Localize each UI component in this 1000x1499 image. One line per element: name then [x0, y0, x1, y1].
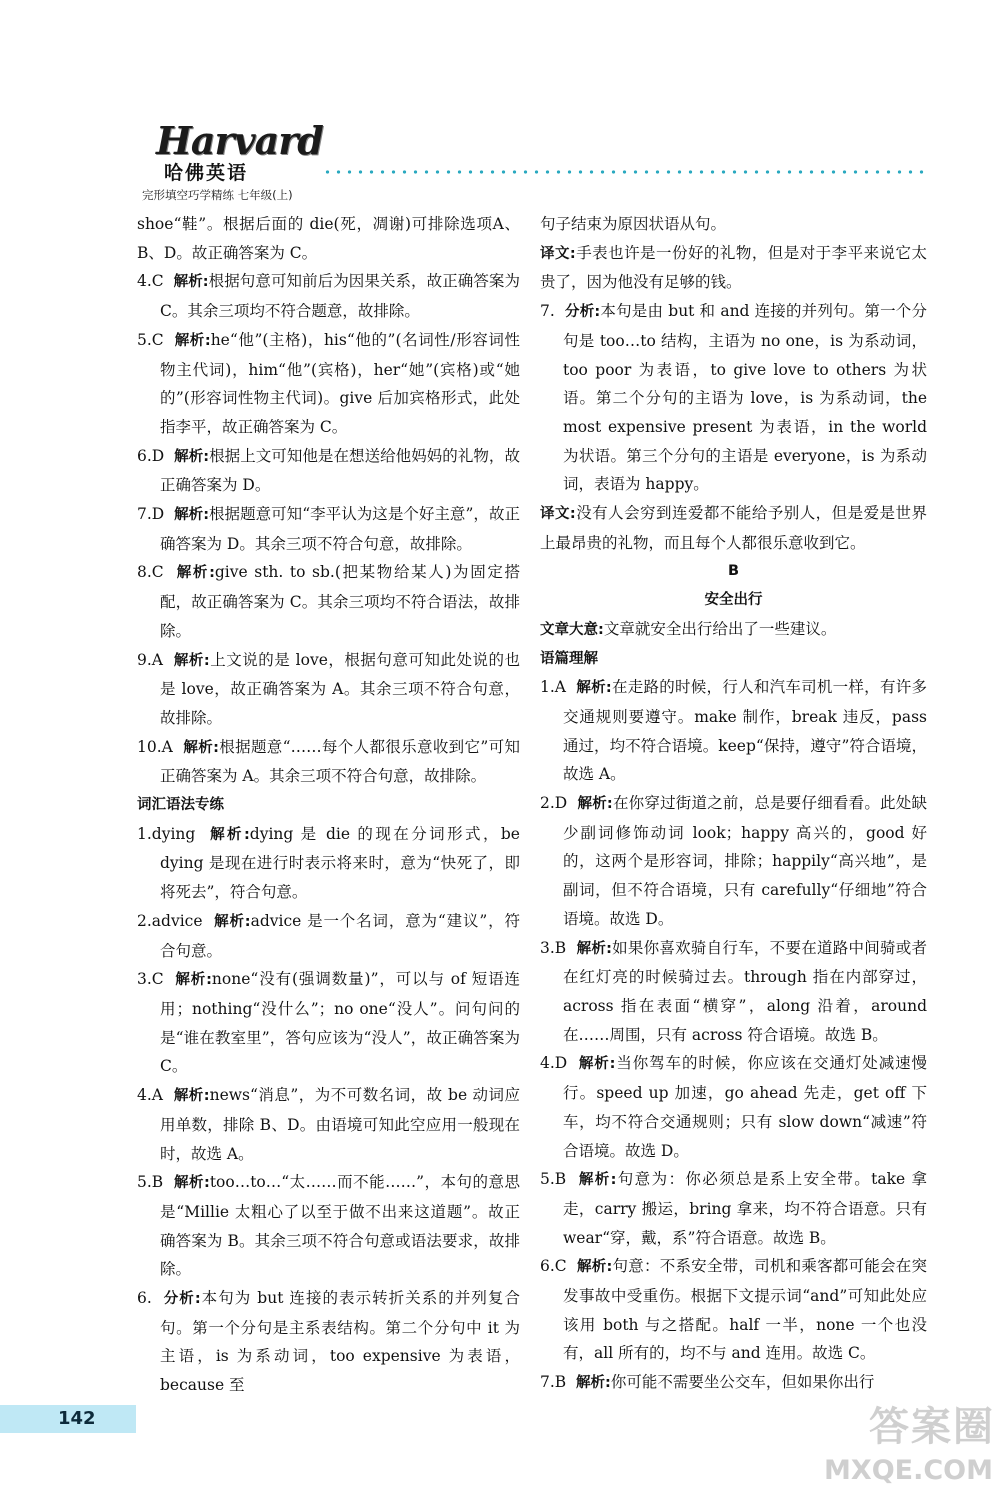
label-bold: 解析:: [183, 739, 219, 756]
answer-number: 1.A: [540, 678, 566, 697]
answer-item: [137, 267, 520, 325]
label-bold: 译文:: [540, 245, 576, 262]
paragraph-text: 根据上文可知他是在想送给他妈妈的礼物，故正确答案为 D。: [160, 446, 520, 495]
page-number-bar: [0, 1405, 136, 1433]
left-column: [137, 210, 520, 1400]
label-bold: 解析:: [173, 274, 209, 291]
answer-item: [137, 326, 520, 442]
paragraph-text: 在你穿过街道之前，总是要仔细看看。此处缺少副词修饰动词 look；happy 高兴的，good 好的，这两个是形容词，排除；happily“高兴地”，是副词，但不符合语境，只有 carefully“仔细地”符合语境。故选 D。: [563, 794, 927, 928]
answer-number: 5.B: [540, 1170, 567, 1189]
answer-item: [137, 820, 520, 907]
label-bold: 解析:: [175, 972, 212, 989]
answer-item: [540, 1368, 927, 1398]
answer-number: 7.: [540, 302, 555, 321]
answer-item: [137, 1168, 520, 1284]
paragraph-text: 句意为：你必须总是系上安全带。take 拿走，carry 搬运，bring 拿来，均不符合语意。只有 wear“穿，戴，系”符合语意。故选 B。: [563, 1170, 927, 1247]
text-paragraph: [540, 239, 927, 297]
paragraph-text: 本句是由 but 和 and 连接的并列句。第一个分句是 too…to 结构，主语为 no one，is 为系动词，too poor 为表语，to give love to others 为状语。第二个分句的主语为 love，is 为系动词，the most expensive present 为表语，in the world 为状语。第三个分句的主语是 everyone，is 为系动词，表语为 happy。: [563, 302, 927, 494]
answer-item: [137, 646, 520, 733]
label-bold: 译文:: [540, 506, 576, 523]
label-bold: 解析:: [210, 826, 250, 843]
logo-chinese-title: 哈佛英语: [164, 162, 249, 184]
text-paragraph: [137, 210, 520, 267]
label-bold: 解析:: [173, 652, 210, 669]
answer-number: 7.B: [540, 1373, 567, 1392]
label-bold: 解析:: [578, 1056, 616, 1073]
label-bold: 解析:: [174, 448, 210, 465]
paragraph-text: he“他”(主格)，his“他的”(名词性/形容词性物主代词)，him“他”(宾格)，her“她”(宾格)或“她的”(形容词性物主代词)。give 后加宾格形式，此处指李平，故正确答案为 C。: [160, 330, 520, 436]
answer-item: [540, 789, 927, 934]
label-bold: 解析:: [214, 913, 251, 930]
answer-number: 4.A: [137, 1086, 163, 1105]
label-bold: 解析:: [578, 1172, 617, 1189]
answer-number: 2.advice: [137, 911, 203, 930]
answer-item: [540, 1165, 927, 1252]
paragraph-text: news“消息”，为不可数名词，故 be 动词应用单数，排除 B、D。由语境可知此空应用一般现在时，故选 A。: [160, 1086, 520, 1163]
label-bold: 分析:: [163, 1291, 201, 1308]
answer-item: [540, 934, 927, 1050]
label-bold: 解析:: [576, 940, 612, 957]
watermark-cn: 答案圈: [869, 1404, 995, 1450]
answer-number: 6.D: [137, 446, 165, 465]
label-bold: 解析:: [576, 1375, 611, 1392]
paragraph-text: 当你驾车的时候，你应该在交通灯处减速慢行。speed up 加速，go ahead 先走，get off 下车，均不符合交通规则；只有 slow down“减速”符合语境。故选 D。: [563, 1054, 927, 1160]
answer-number: 6.C: [540, 1257, 567, 1276]
answer-item: [540, 1252, 927, 1368]
label-bold: 分析:: [565, 304, 601, 321]
answer-item: [540, 673, 927, 789]
text-paragraph: [540, 615, 927, 645]
paragraph-text: 根据题意可知“李平认为这是个好主意”，故正确答案为 D。其余三项不符合句意，故排除。: [160, 505, 520, 553]
answer-item: [137, 733, 520, 791]
answer-number: 8.C: [137, 563, 164, 582]
harvard-logo: [142, 118, 323, 210]
answer-number: 5.B: [137, 1173, 164, 1192]
right-column: [540, 210, 927, 1398]
paragraph-text: dying 是 die 的现在分词形式，be dying 是现在进行时表示将来时，意为“快死了，即将死去”，符合句意。: [160, 824, 520, 902]
text-paragraph: [540, 210, 927, 239]
label-bold: 解析:: [576, 1259, 613, 1276]
paragraph-text: 句子结束为原因状语从句。: [540, 215, 727, 233]
answer-number: 1.dying: [137, 824, 196, 843]
label-bold: 解析:: [576, 680, 612, 697]
label-bold: 解析:: [174, 507, 209, 524]
answer-item: [540, 1049, 927, 1165]
paragraph-text: too…to…“太……而不能……”，本句的意思是“Millie 太粗心了以至于做不出来这道题”。故正确答案为 B。其余三项不符合句意或语法要求，故排除。: [160, 1173, 520, 1279]
header-dotted-rule: [322, 170, 927, 174]
paragraph-text: 根据句意可知前后为因果关系，故正确答案为 C。其余三项均不符合题意，故排除。: [160, 272, 520, 321]
book-subtitle: 完形填空巧学精练 七年级(上): [142, 188, 293, 202]
label-bold: 解析:: [173, 1088, 210, 1105]
answer-number: 7.D: [137, 505, 165, 524]
answer-item: [540, 297, 927, 499]
section-title: B: [727, 563, 740, 580]
paragraph-text: give sth. to sb.(把某物给某人)为固定搭配，故正确答案为 C。其余三项均不符合语法，故排除。: [160, 563, 520, 640]
answer-number: 4.C: [137, 272, 164, 291]
answer-number: 9.A: [137, 650, 163, 669]
paragraph-text: shoe“鞋”。根据后面的 die(死，凋谢)可排除选项A、B、D。故正确答案为 C。: [137, 215, 520, 262]
paragraph-text: 根据题意“……每个人都很乐意收到它”可知正确答案为 A。其余三项不符合句意，故排除。: [160, 737, 520, 786]
answer-item: [137, 558, 520, 645]
watermark-logo: [815, 1395, 995, 1495]
answer-item: [137, 1284, 520, 1400]
paragraph-text: 本句为 but 连接的表示转折关系的并列复合句。第一个分句是主系表结构。第二个分句中 it 为主语，is 为系动词，too expensive 为表语，because 至: [160, 1289, 520, 1395]
section-heading: 词汇语法专练: [137, 797, 224, 814]
paragraph-text: 如果你喜欢骑自行车，不要在道路中间骑或者在红灯亮的时候骑过去。through 指在内部穿过，across 指在表面“横穿”，along 沿着，around 在……周围，只有 across 符合语境。故选 B。: [563, 938, 927, 1044]
answer-item: [137, 442, 520, 500]
answer-item: [137, 1081, 520, 1168]
answer-item: [137, 965, 520, 1081]
paragraph-text: 文章就安全出行给出了一些建议。: [603, 619, 837, 638]
paragraph-text: advice 是一个名词，意为“建议”，符合句意。: [160, 911, 520, 960]
label-bold: 解析:: [577, 796, 613, 813]
watermark-url: MXQE.COM: [824, 1455, 993, 1486]
answer-number: 2.D: [540, 794, 568, 813]
answer-item: [137, 500, 520, 558]
answer-number: 5.C: [137, 330, 164, 349]
answer-number: 6.: [137, 1289, 152, 1308]
label-bold: 解析:: [174, 1175, 210, 1192]
answer-number: 3.B: [540, 938, 567, 957]
label-bold: 文章大意:: [540, 621, 604, 638]
paragraph-text: 没有人会穷到连爱都不能给予别人，但是爱是世界上最昂贵的礼物，而且每个人都很乐意收到它。: [540, 504, 927, 552]
paragraph-text: 在走路的时候，行人和汽车司机一样，有许多交通规则要遵守。make 制作，break 违反，pass 通过，均不符合语境。keep“保持，遵守”符合语境，故选 A。: [563, 678, 927, 784]
label-bold: 解析:: [174, 332, 211, 349]
answer-number: 4.D: [540, 1054, 568, 1073]
section-heading: 语篇理解: [540, 650, 598, 667]
paragraph-text: 上文说的是 love，根据句意可知此处说的也是 love，故正确答案为 A。其余三项不符合句意，故排除。: [160, 650, 520, 727]
paragraph-text: 手表也许是一份好的礼物，但是对于李平来说它太贵了，因为他没有足够的钱。: [540, 243, 927, 292]
logo-wordmark: Harvard: [156, 118, 323, 163]
answer-number: 10.A: [137, 737, 173, 756]
label-bold: 解析:: [176, 565, 215, 582]
page-number: 142: [58, 1408, 96, 1429]
paragraph-text: none“没有(强调数量)”，可以与 of 短语连用；nothing“没什么”；no one“没人”。问句问的是“谁在教室里”，答句应该为“没人”，故正确答案为 C。: [160, 970, 520, 1076]
section-title: 安全出行: [704, 592, 763, 609]
paragraph-text: 句意：不系安全带，司机和乘客都可能会在突发事故中受重伤。根据下文提示词“and”可知此处应该用 both 与之搭配。half 一半，none 一个也没有，all 所有的，均不与 and 连用。故选 C。: [563, 1257, 927, 1363]
paragraph-text: 你可能不需要坐公交车，但如果你出行: [610, 1373, 875, 1392]
answer-number: 3.C: [137, 970, 164, 989]
text-paragraph: [540, 499, 927, 557]
answer-item: [137, 907, 520, 965]
